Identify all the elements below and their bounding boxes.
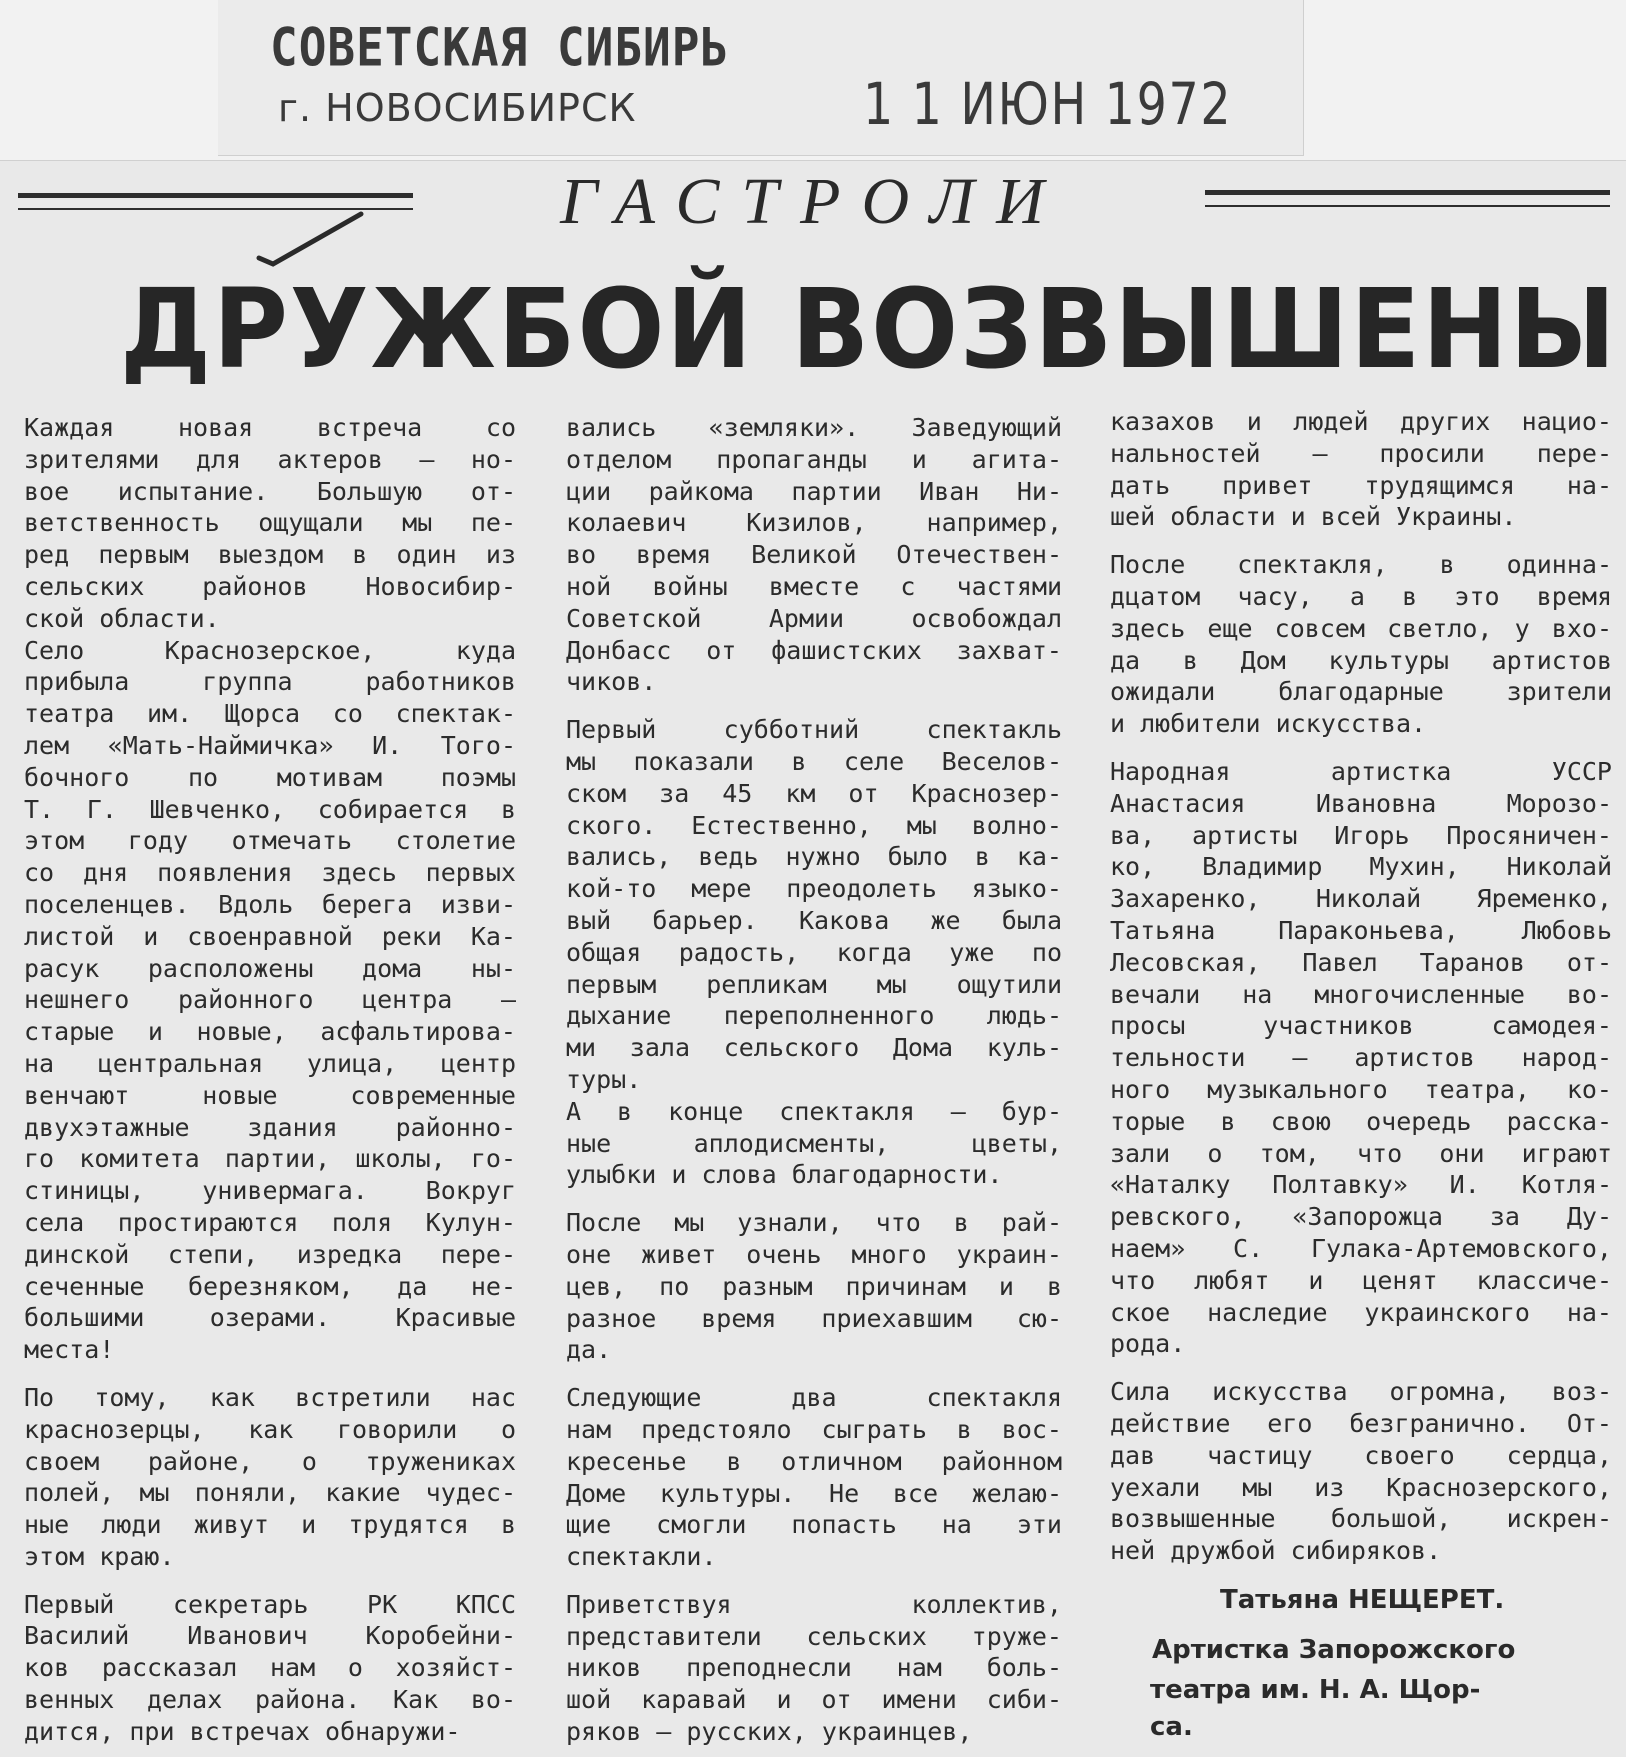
text-line: общая радость, когда уже по	[566, 937, 1062, 967]
text-line: прибыла группа работников	[24, 667, 516, 697]
newspaper-city: г. НОВОСИБИРСК	[278, 86, 637, 130]
text-line: расук расположены дома ны-	[24, 953, 516, 983]
text-line: оне живет очень много украин-	[566, 1239, 1062, 1269]
paragraph-gap	[566, 1366, 1062, 1382]
text-line: нам предстояло сыграть в вос-	[566, 1414, 1062, 1444]
text-line: Следующие два спектакля	[566, 1383, 1062, 1413]
text-line: да в Дом культуры артистов	[1110, 645, 1612, 675]
text-line: ской области.	[24, 603, 220, 633]
text-line: казахов и людей других нацио-	[1110, 407, 1612, 436]
clipping-date: 1 1 ИЮН 1972	[863, 70, 1233, 138]
text-line: Сила искусства огромна, воз-	[1110, 1377, 1612, 1407]
text-line: торые в свою очередь расска-	[1110, 1106, 1612, 1136]
text-line: отделом пропаганды и агита-	[566, 444, 1062, 474]
text-line: краснозерцы, как говорили о	[24, 1414, 516, 1444]
text-line: дится, при встречах обнаружи-	[24, 1716, 461, 1746]
text-line: да.	[566, 1335, 612, 1365]
text-line: мы показали в селе Веселов-	[566, 746, 1062, 776]
text-line: ред первым выездом в один из	[24, 540, 516, 570]
text-line: просы участников самодея-	[1110, 1011, 1612, 1041]
text-line: дать привет трудящимся на-	[1110, 470, 1612, 500]
text-line: первым репликам мы ощутили	[566, 969, 1062, 999]
text-line: зрителями для актеров — но-	[24, 444, 516, 474]
text-line: Т. Г. Шевченко, собирается в	[24, 794, 516, 824]
text-line: места!	[24, 1335, 115, 1365]
text-line: ков рассказал нам о хозяйст-	[24, 1653, 516, 1683]
text-line: ные люди живут и трудятся в	[24, 1510, 516, 1540]
text-line: наем» С. Гулака-Артемовского,	[1110, 1233, 1612, 1263]
text-line: здесь еще совсем светло, у вхо-	[1110, 613, 1612, 643]
text-line: вое испытание. Большую от-	[24, 476, 516, 506]
text-line: Василий Иванович Коробейни-	[24, 1621, 516, 1651]
text-line: села простираются поля Кулун-	[24, 1207, 516, 1237]
text-line: листой и своенравной реки Ка-	[24, 921, 516, 951]
pen-check-mark	[255, 208, 365, 268]
text-line: ожидали благодарные зрители	[1110, 677, 1612, 707]
text-line: дыхание переполненного людь-	[566, 1001, 1062, 1031]
paragraph-gap	[566, 1573, 1062, 1589]
text-line: ского. Естественно, мы волно-	[566, 810, 1062, 840]
text-line: колаевич Кизилов, например,	[566, 508, 1062, 538]
text-line: представители сельских труже-	[566, 1621, 1062, 1651]
text-line: большими озерами. Красивые	[24, 1303, 516, 1333]
text-line: вались, ведь нужно было в ка-	[566, 842, 1062, 872]
text-line: возвышенные большой, искрен-	[1110, 1504, 1612, 1534]
text-line: шой каравай и от имени сиби-	[566, 1685, 1062, 1715]
text-line: Советской Армии освобождал	[566, 603, 1062, 633]
text-line: Первый секретарь РК КПСС	[24, 1589, 516, 1619]
newspaper-name: СОВЕТСКАЯ СИБИРЬ	[270, 16, 730, 79]
text-line: кой-то мере преодолеть языко-	[566, 874, 1062, 904]
text-line: Лесовская, Павел Таранов от-	[1110, 947, 1612, 977]
text-line: ряков — русских, украинцев,	[566, 1717, 973, 1747]
text-line: зали о том, что они играют	[1110, 1138, 1612, 1168]
article-column-3	[1110, 406, 1612, 1567]
text-line: улыбки и слова благодарности.	[566, 1160, 1003, 1190]
text-line: туры.	[566, 1064, 642, 1094]
paragraph-gap	[1110, 740, 1612, 756]
text-line: чиков.	[566, 667, 657, 697]
text-line: со дня появления здесь первых	[24, 858, 516, 888]
text-line: этом краю.	[24, 1541, 175, 1571]
text-line: поселенцев. Вдоль берега изви-	[24, 889, 516, 919]
text-line: действие его безгранично. От-	[1110, 1408, 1612, 1438]
text-line: ревского, «Запорожца за Ду-	[1110, 1202, 1612, 1232]
text-line: театра им. Щорса со спектак-	[24, 699, 516, 729]
paragraph-gap	[566, 1191, 1062, 1207]
text-line: нешнего районного центра —	[24, 985, 516, 1015]
paragraph-gap	[1110, 533, 1612, 549]
text-line: ва, артисты Игорь Просяничен-	[1110, 820, 1612, 850]
text-line: ней дружбой сибиряков.	[1110, 1536, 1442, 1566]
text-line: Первый субботний спектакль	[566, 715, 1062, 745]
text-line: Захаренко, Николай Яременко,	[1110, 884, 1612, 914]
article-column-1	[24, 412, 516, 1748]
text-line: сеченные березняком, да не-	[24, 1271, 516, 1301]
text-line: вечали на многочисленные во-	[1110, 979, 1612, 1009]
text-line: во время Великой Отечествен-	[566, 540, 1062, 570]
text-line: После спектакля, в одинна-	[1110, 550, 1612, 580]
text-line: лем «Мать-Наймичка» И. Того-	[24, 730, 516, 760]
text-line: щие смогли попасть на эти	[566, 1510, 1062, 1540]
text-line: дцатом часу, а в это время	[1110, 581, 1612, 611]
text-line: двухэтажные здания районно-	[24, 1112, 516, 1142]
text-line: Приветствуя коллектив,	[566, 1589, 1062, 1619]
text-line: рода.	[1110, 1329, 1186, 1359]
author-name: Татьяна НЕЩЕРЕТ.	[1220, 1585, 1505, 1615]
text-line: стиницы, универмага. Вокруг	[24, 1176, 516, 1206]
text-line: Народная артистка УССР	[1110, 756, 1612, 786]
text-line: ми зала сельского Дома куль-	[566, 1033, 1062, 1063]
text-line: Каждая новая встреча со	[24, 413, 516, 442]
text-line: кресенье в отличном районном	[566, 1446, 1062, 1476]
author-role-line-1: Артистка Запорожского	[1152, 1635, 1516, 1665]
text-line: венчают новые современные	[24, 1080, 516, 1110]
text-line: вались «земляки». Заведующий	[566, 413, 1062, 442]
text-line: сельских районов Новосибир-	[24, 571, 516, 601]
text-line: тельности — артистов народ-	[1110, 1043, 1612, 1073]
text-line: ного музыкального театра, ко-	[1110, 1074, 1612, 1104]
article-column-2	[566, 412, 1062, 1748]
paragraph-gap	[24, 1366, 516, 1382]
text-line: ко, Владимир Мухин, Николай	[1110, 852, 1612, 882]
text-line: Доме культуры. Не все желаю-	[566, 1478, 1062, 1508]
text-line: своем районе, о тружениках	[24, 1446, 516, 1476]
text-line: этом году отмечать столетие	[24, 826, 516, 856]
text-line: венных делах района. Как во-	[24, 1685, 516, 1715]
article-rubric: ГАСТРОЛИ	[560, 165, 1066, 238]
text-line: Анастасия Ивановна Морозо-	[1110, 788, 1612, 818]
newspaper-stamp	[218, 0, 1304, 156]
text-line: го комитета партии, школы, го-	[24, 1144, 516, 1174]
text-line: цев, по разным причинам и в	[566, 1271, 1062, 1301]
text-line: и любители искусства.	[1110, 709, 1427, 739]
text-line: разное время приехавшим сю-	[566, 1303, 1062, 1333]
text-line: бочного по мотивам поэмы	[24, 762, 516, 792]
author-role-line-2: театра им. Н. А. Щор-	[1150, 1675, 1481, 1705]
text-line: ной войны вместе с частями	[566, 571, 1062, 601]
text-line: Село Краснозерское, куда	[24, 635, 516, 665]
text-line: шей области и всей Украины.	[1110, 502, 1517, 532]
text-line: Татьяна Параконьева, Любовь	[1110, 915, 1612, 945]
text-line: старые и новые, асфальтирова-	[24, 1017, 516, 1047]
text-line: После мы узнали, что в рай-	[566, 1208, 1062, 1238]
text-line: ные аплодисменты, цветы,	[566, 1128, 1062, 1158]
text-line: спектакли.	[566, 1542, 717, 1572]
paragraph-gap	[1110, 1360, 1612, 1376]
text-line: ветственность ощущали мы пе-	[24, 508, 516, 538]
text-line: динской степи, изредка пере-	[24, 1239, 516, 1269]
text-line: ское наследие украинского на-	[1110, 1297, 1612, 1327]
paragraph-gap	[24, 1573, 516, 1589]
text-line: Донбасс от фашистских захват-	[566, 635, 1062, 665]
text-line: нальностей — просили пере-	[1110, 438, 1612, 468]
text-line: ников преподнесли нам боль-	[566, 1653, 1062, 1683]
text-line: на центральная улица, центр	[24, 1048, 516, 1078]
text-line: дав частицу своего сердца,	[1110, 1440, 1612, 1470]
text-line: ции райкома партии Иван Ни-	[566, 476, 1062, 506]
text-line: ском за 45 км от Краснозер-	[566, 778, 1062, 808]
paragraph-gap	[566, 698, 1062, 714]
text-line: «Наталку Полтавку» И. Котля-	[1110, 1170, 1612, 1200]
text-line: А в конце спектакля — бур-	[566, 1096, 1062, 1126]
text-line: вый барьер. Какова же была	[566, 905, 1062, 935]
author-role-line-3: са.	[1150, 1712, 1193, 1742]
text-line: полей, мы поняли, какие чудес-	[24, 1478, 516, 1508]
text-line: что любят и ценят классиче-	[1110, 1265, 1612, 1295]
text-line: По тому, как встретили нас	[24, 1382, 516, 1412]
article-headline: ДРУЖБОЙ ВОЗВЫШЕНЫ	[120, 265, 1618, 393]
text-line: уехали мы из Краснозерского,	[1110, 1472, 1612, 1502]
